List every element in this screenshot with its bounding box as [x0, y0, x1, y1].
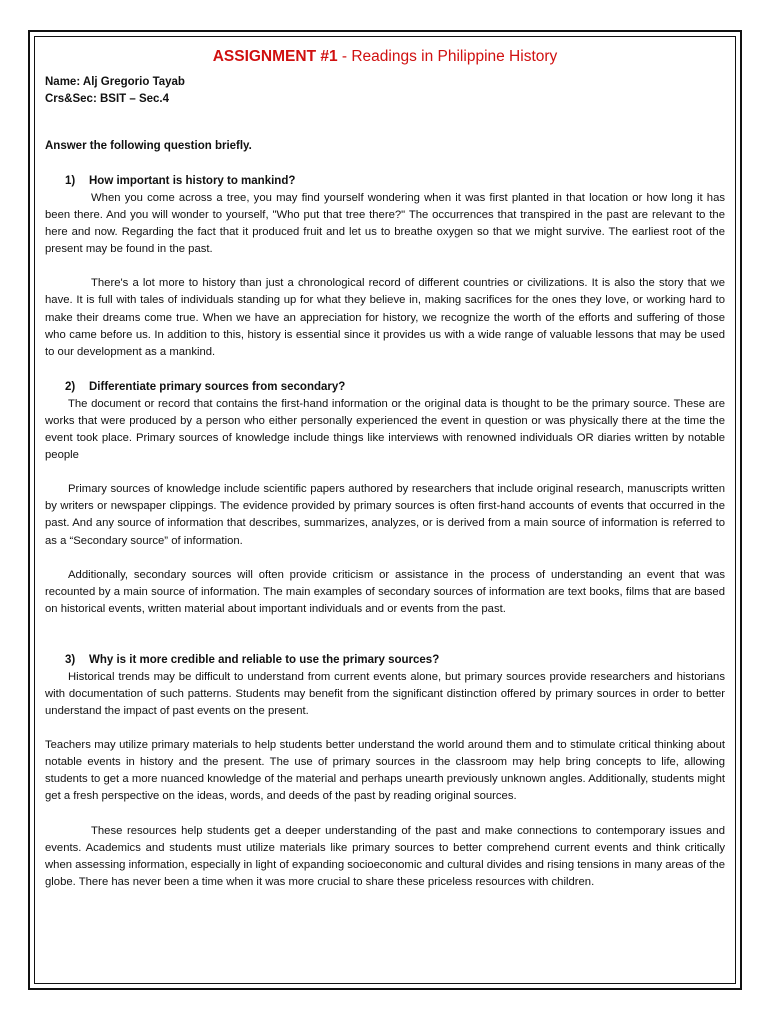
question-2-paragraph-3: Additionally, secondary sources will often provide criticism or assistance in the process of understanding an event that was recounted by a main source of information. The main examples of secondary sources of information are text books, films that are based on historical events, written material about important individuals and or events from the past. [45, 568, 725, 615]
course-section: Crs&Sec: BSIT – Sec.4 [45, 93, 170, 105]
question-number: 2) [65, 380, 76, 393]
title-assignment-number: ASSIGNMENT #1 [212, 48, 338, 65]
question-number: 1) [65, 175, 76, 187]
question-text: Differentiate primary sources from secondary? [89, 380, 346, 393]
question-text: Why is it more credible and reliable to use the primary sources? [89, 653, 440, 666]
document-body [45, 46, 725, 891]
question-number: 3) [65, 653, 76, 666]
question-3-paragraph-2: Teachers may utilize primary materials to help students better understand the world around them and to stimulate critical thinking about notable events in history and the present. The use of primary sources in the classroom may help bring concepts to life, allowing students to get a more nuanced knowledge of the material and perhaps unearth previously unknown angles. Additionally, students might get a fresh perspective on the ideas, words, and deeds of the past by reading original sources. [45, 739, 725, 803]
question-2-heading [45, 379, 725, 396]
question-1-paragraph-1: When you come across a tree, you may find yourself wondering when it was first planted in that location or how long it has been there. And you will wonder to yourself, "Who put that tree there?" The occurrences that transpired in the past are relevant to the here and now. Regarding the fact that it produced fruit and let us to breathe oxygen so that we might survive. The earliest root of the present may be found in the past. [45, 192, 725, 256]
question-2-paragraph-2: Primary sources of knowledge include scientific papers authored by researchers that include original research, manuscripts written by writers or newspaper clippings. The evidence provided by primary sources is often first-hand accounts of events that occurred in the past. And any source of information that describes, summarizes, analyzes, or is derived from a main source of information is referred to as a “Secondary source” of information. [45, 483, 725, 547]
instruction-text: Answer the following question briefly. [45, 140, 252, 152]
question-text: How important is history to mankind? [89, 175, 296, 187]
question-3-paragraph-3: These resources help students get a deeper understanding of the past and make connections to contemporary issues and events. Academics and students must utilize materials like primary sources to better comprehend current events and think critically when assessing information, especially in light of expanding socioeconomic and cultural divides and rising tensions in many areas of the globe. There has never been a time when it was more crucial to share these priceless resources with children. [45, 824, 725, 888]
assignment-title [45, 46, 725, 68]
title-subject: - Readings in Philippine History [337, 48, 558, 65]
question-1-paragraph-2: There's a lot more to history than just a chronological record of different countries or civilizations. It is also the story that we have. It is full with tales of individuals standing up for what they believe in, making sacrifices for the ones they love, or working hard to make their dreams come true. When we have an appreciation for history, we recognize the worth of the efforts and suffering of those who came before us. In addition to this, history is essential since it provides us with a wide range of valuable lessons that may be used to our development as a mankind. [45, 277, 725, 358]
question-1-heading [45, 173, 725, 190]
student-name: Name: Alj Gregorio Tayab [45, 76, 185, 88]
question-3-heading [45, 652, 725, 669]
question-2-paragraph-1: The document or record that contains the first-hand information or the original data is thought to be the primary source. These are works that were produced by a person who either personally experienced the event in question or was physically there at the time the event took place. Primary sources of knowledge include things like interviews with renowned individuals OR diaries written by notable people [45, 397, 725, 462]
question-3-paragraph-1: Historical trends may be difficult to understand from current events alone, but primary sources provide researchers and historians with documentation of such patterns. Students may benefit from the significant distinction offered by primary sources in order to better understand the impact of past events on the present. [45, 670, 725, 718]
